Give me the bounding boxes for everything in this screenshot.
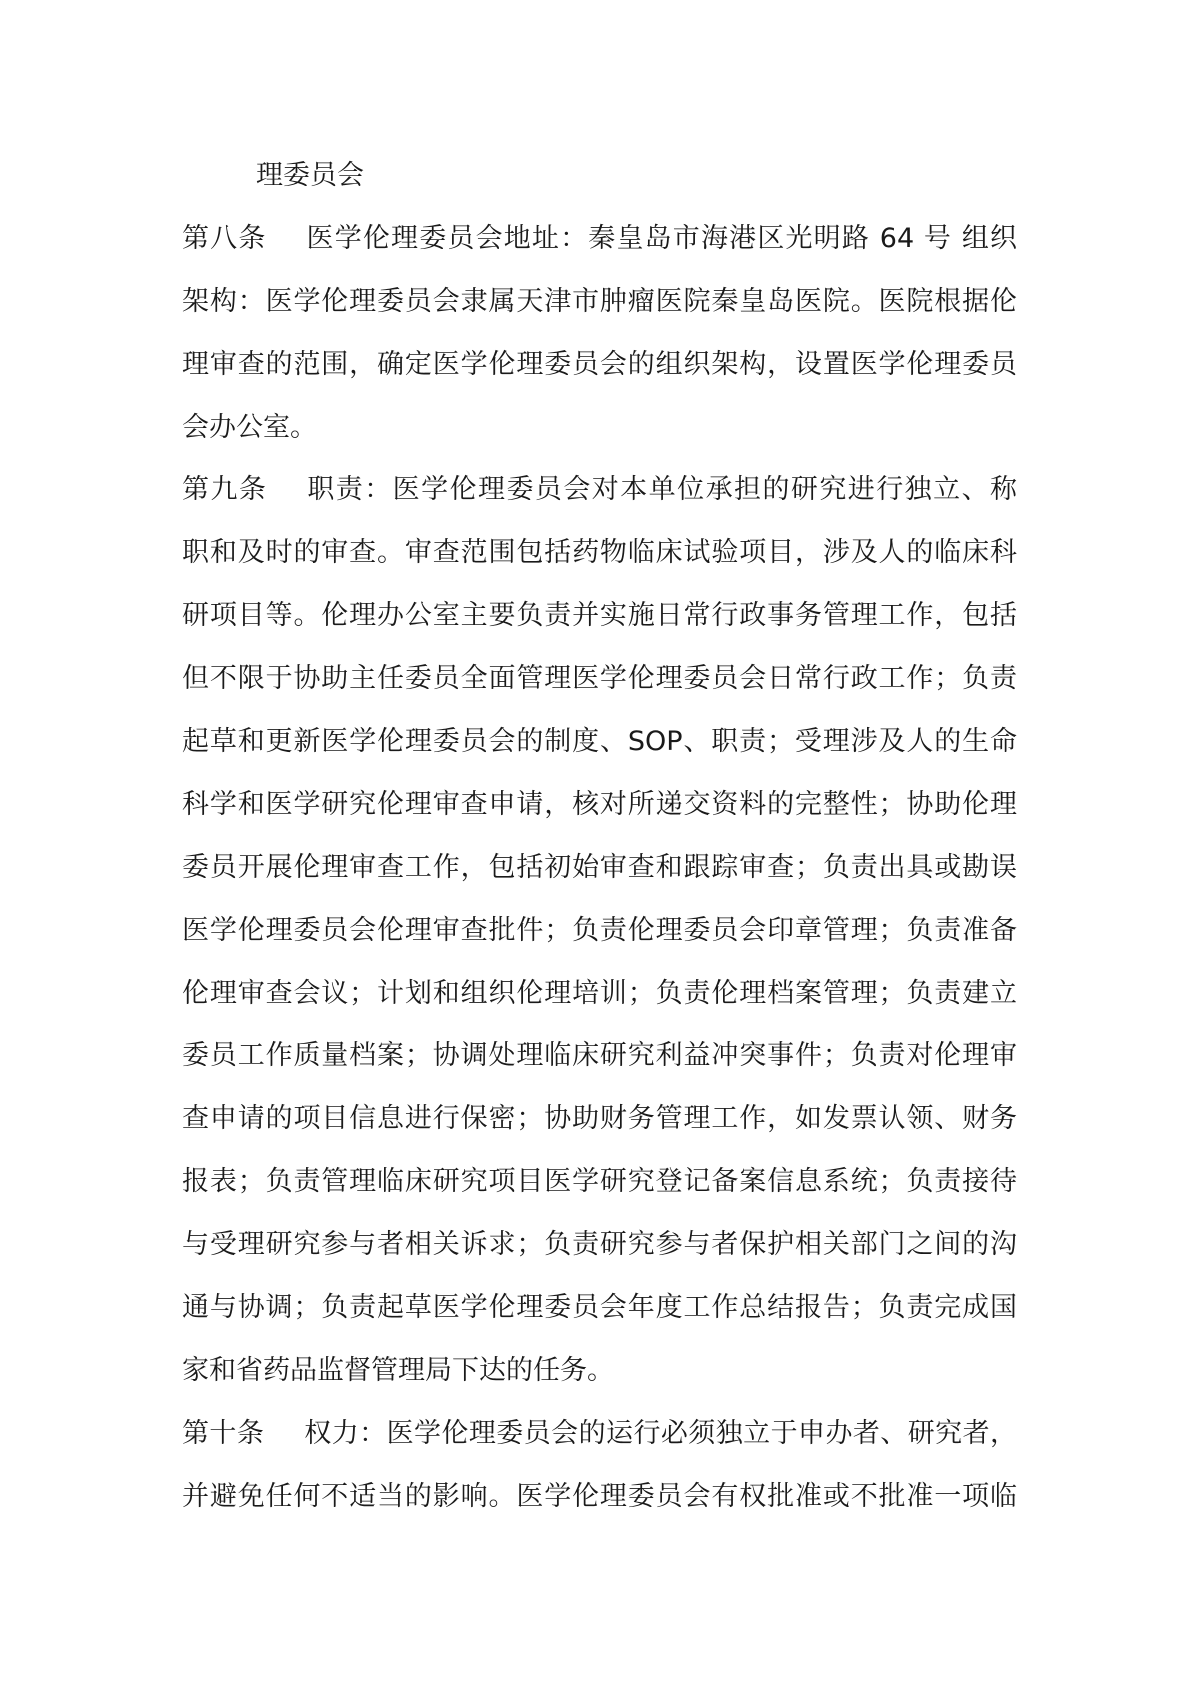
article-first-line xyxy=(182,1403,1017,1466)
article-line: 理审查的范围，确定医学伦理委员会的组织架构，设置医学伦理委员 xyxy=(182,348,1017,380)
article-line: 家和省药品监督管理局下达的任务。 xyxy=(182,1354,614,1386)
article-line: 但不限于协助主任委员全面管理医学伦理委员会日常行政工作；负责 xyxy=(182,663,1017,695)
article-line: 架构：医学伦理委员会隶属天津市肿瘤医院秦皇岛医院。医院根据伦 xyxy=(182,285,1017,317)
article-line: 委员工作质量档案；协调处理临床研究利益冲突事件；负责对伦理审 xyxy=(182,1040,1017,1072)
article-first-line xyxy=(182,208,1017,271)
article-line: 委员开展伦理审查工作，包括初始审查和跟踪审查；负责出具或勘误 xyxy=(182,851,1017,883)
article-label: 第八条 xyxy=(182,222,267,254)
article-line: 职和及时的审查。审查范围包括药物临床试验项目，涉及人的临床科 xyxy=(182,537,1017,569)
article-line: 伦理审查会议；计划和组织伦理培训；负责伦理档案管理；负责建立 xyxy=(182,977,1017,1009)
article-label: 第十条 xyxy=(182,1417,265,1449)
article-line: 报表；负责管理临床研究项目医学研究登记备案信息系统；负责接待 xyxy=(182,1166,1017,1198)
article-line: 与受理研究参与者相关诉求；负责研究参与者保护相关部门之间的沟 xyxy=(182,1229,1017,1261)
article-label: 第九条 xyxy=(182,474,268,506)
article-line: 并避免任何不适当的影响。医学伦理委员会有权批准或不批准一项临 xyxy=(182,1480,1017,1512)
article-line: 医学伦理委员会伦理审查批件；负责伦理委员会印章管理；负责准备 xyxy=(182,914,1017,946)
article-line: 通与协调；负责起草医学伦理委员会年度工作总结报告；负责完成国 xyxy=(182,1292,1017,1324)
article-8 xyxy=(182,208,1017,460)
article-line: 查申请的项目信息进行保密；协助财务管理工作，如发票认领、财务 xyxy=(182,1103,1017,1135)
article-10 xyxy=(182,1403,1017,1529)
article-line: 会办公室。 xyxy=(182,411,317,443)
article-text: 医学伦理委员会地址：秦皇岛市海港区光明路 64 号 组织 xyxy=(306,222,1017,254)
article-line: 起草和更新医学伦理委员会的制度、SOP、职责；受理涉及人的生命 xyxy=(182,726,1017,758)
article-text: 职责：医学伦理委员会对本单位承担的研究进行独立、称 xyxy=(307,474,1017,506)
document-body xyxy=(182,145,1017,1529)
article-line: 科学和医学研究伦理审查申请，核对所递交资料的完整性；协助伦理 xyxy=(182,788,1017,820)
continuation-line: 理委员会 xyxy=(256,160,364,191)
article-text: 权力：医学伦理委员会的运行必须独立于申办者、研究者， xyxy=(304,1417,1017,1449)
article-line: 研项目等。伦理办公室主要负责并实施日常行政事务管理工作，包括 xyxy=(182,600,1017,632)
article-first-line xyxy=(182,459,1017,522)
article-9 xyxy=(182,459,1017,1402)
